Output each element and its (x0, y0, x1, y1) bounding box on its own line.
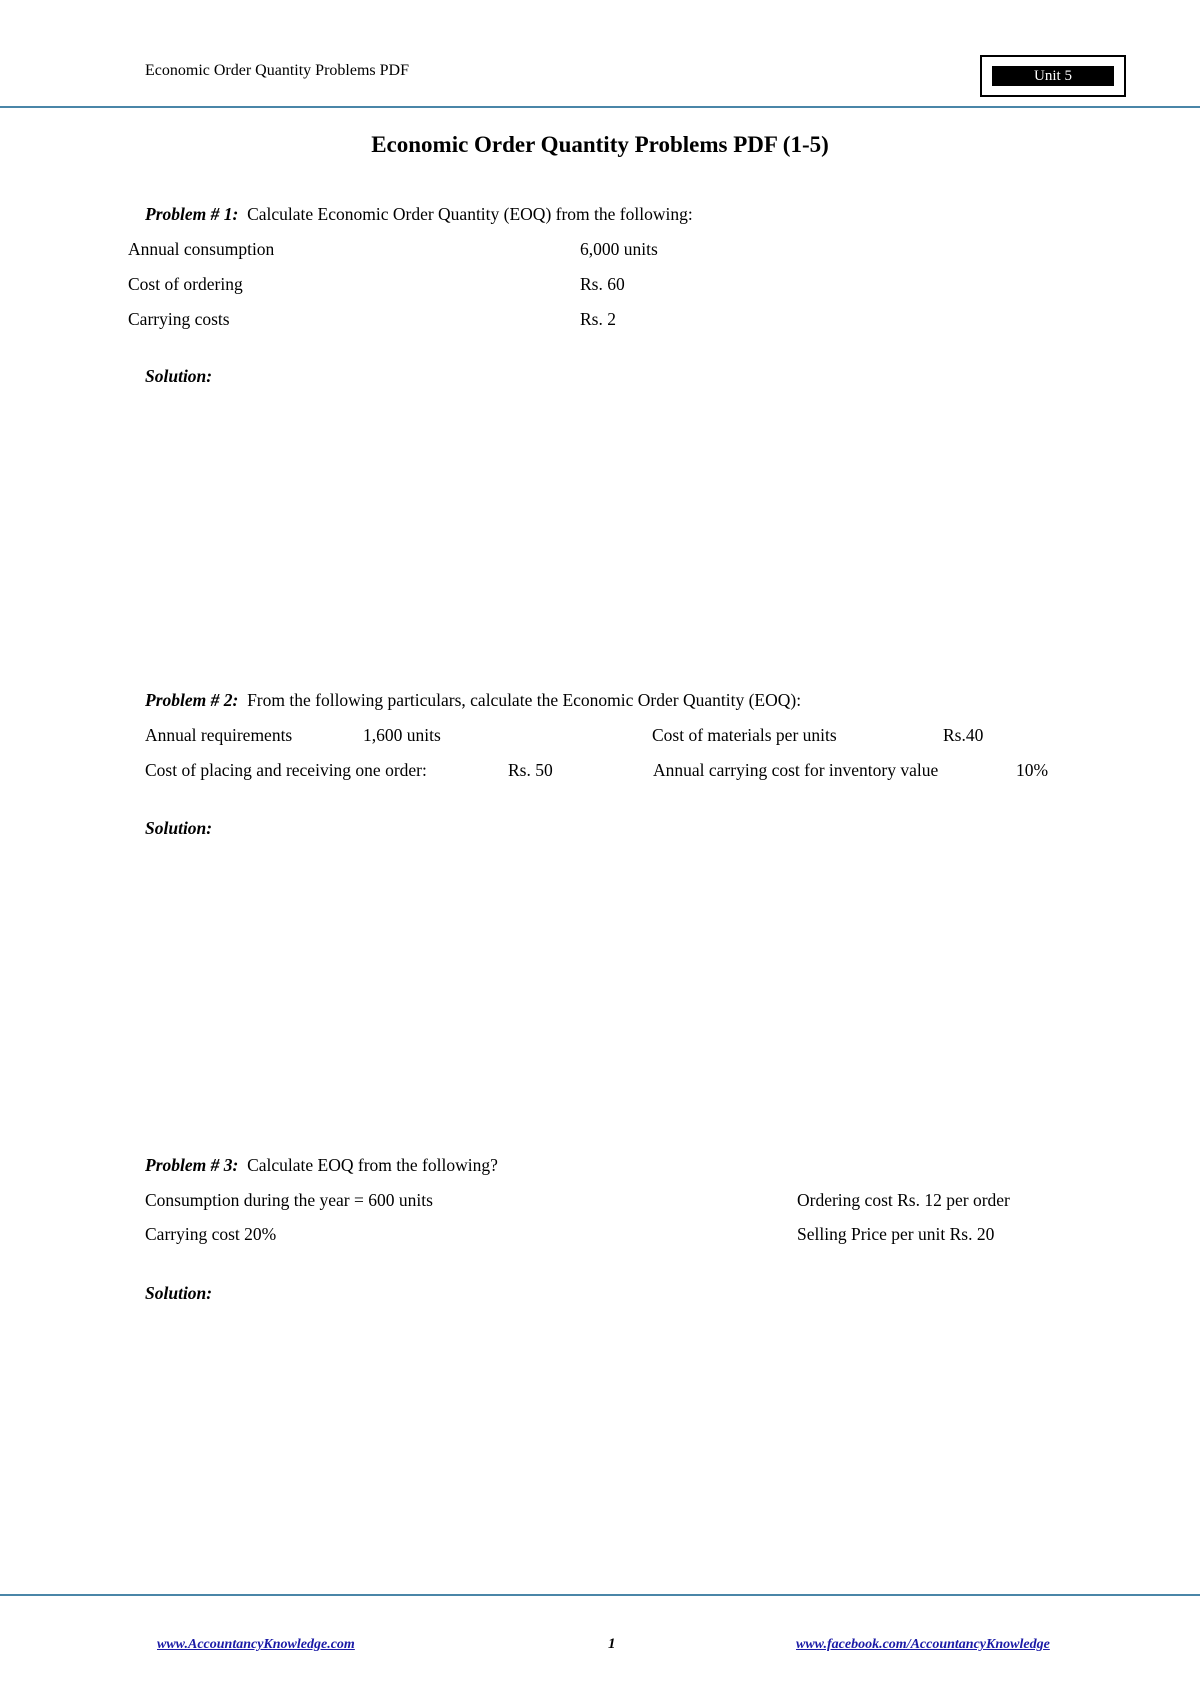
problem-3-row-right: Selling Price per unit Rs. 20 (797, 1224, 995, 1244)
problem-2-text: From the following particulars, calculate the Economic Order Quantity (EOQ): (247, 690, 802, 710)
problem-2-row-value: 10% (1016, 760, 1049, 780)
website-link[interactable]: www.AccountancyKnowledge.com (157, 1637, 355, 1652)
problem-2-label: Problem # 2: (145, 690, 239, 710)
problem-3-row-left: Consumption during the year = 600 units (145, 1190, 433, 1210)
unit-badge (980, 55, 1126, 97)
problem-3-label: Problem # 3: (145, 1155, 239, 1175)
problem-1-text: Calculate Economic Order Quantity (EOQ) from the following: (247, 204, 693, 224)
unit-label: Unit 5 (992, 66, 1114, 86)
problem-1-row-value: 6,000 units (580, 239, 658, 259)
problem-1-label: Problem # 1: (145, 204, 239, 224)
problem-3-row-right: Ordering cost Rs. 12 per order (797, 1190, 1010, 1210)
problem-3-row-left: Carrying cost 20% (145, 1224, 277, 1244)
footer-rule (0, 1594, 1200, 1596)
problem-1-solution-label: Solution: (145, 366, 213, 386)
page-title: Economic Order Quantity Problems PDF (1-5) (371, 132, 829, 157)
problem-2-solution-label: Solution: (145, 818, 213, 838)
problem-2-row-label: Annual requirements (145, 725, 293, 745)
problem-2-row-label: Annual carrying cost for inventory value (653, 760, 939, 780)
problem-1-statement (145, 204, 693, 225)
running-title: Economic Order Quantity Problems PDF (145, 62, 409, 79)
facebook-link[interactable]: www.facebook.com/AccountancyKnowledge (796, 1637, 1050, 1652)
page-number: 1 (608, 1636, 616, 1652)
problem-2-row-label: Cost of materials per units (652, 725, 837, 745)
problem-2-row-value: Rs. 50 (508, 760, 553, 780)
problem-1-row-label: Carrying costs (128, 309, 230, 329)
problem-1-row-value: Rs. 60 (580, 274, 625, 294)
problem-2-row-value: 1,600 units (363, 725, 441, 745)
problem-1-row-value: Rs. 2 (580, 309, 616, 329)
problem-3-text: Calculate EOQ from the following? (247, 1155, 498, 1175)
problem-1-row-label: Cost of ordering (128, 274, 243, 294)
problem-1-row-label: Annual consumption (128, 239, 275, 259)
problem-3-solution-label: Solution: (145, 1283, 213, 1303)
problem-3-statement (145, 1155, 498, 1176)
problem-2-row-value: Rs.40 (943, 725, 984, 745)
problem-2-statement (145, 690, 801, 711)
problem-2-row-label: Cost of placing and receiving one order: (145, 760, 427, 780)
header-rule (0, 106, 1200, 108)
